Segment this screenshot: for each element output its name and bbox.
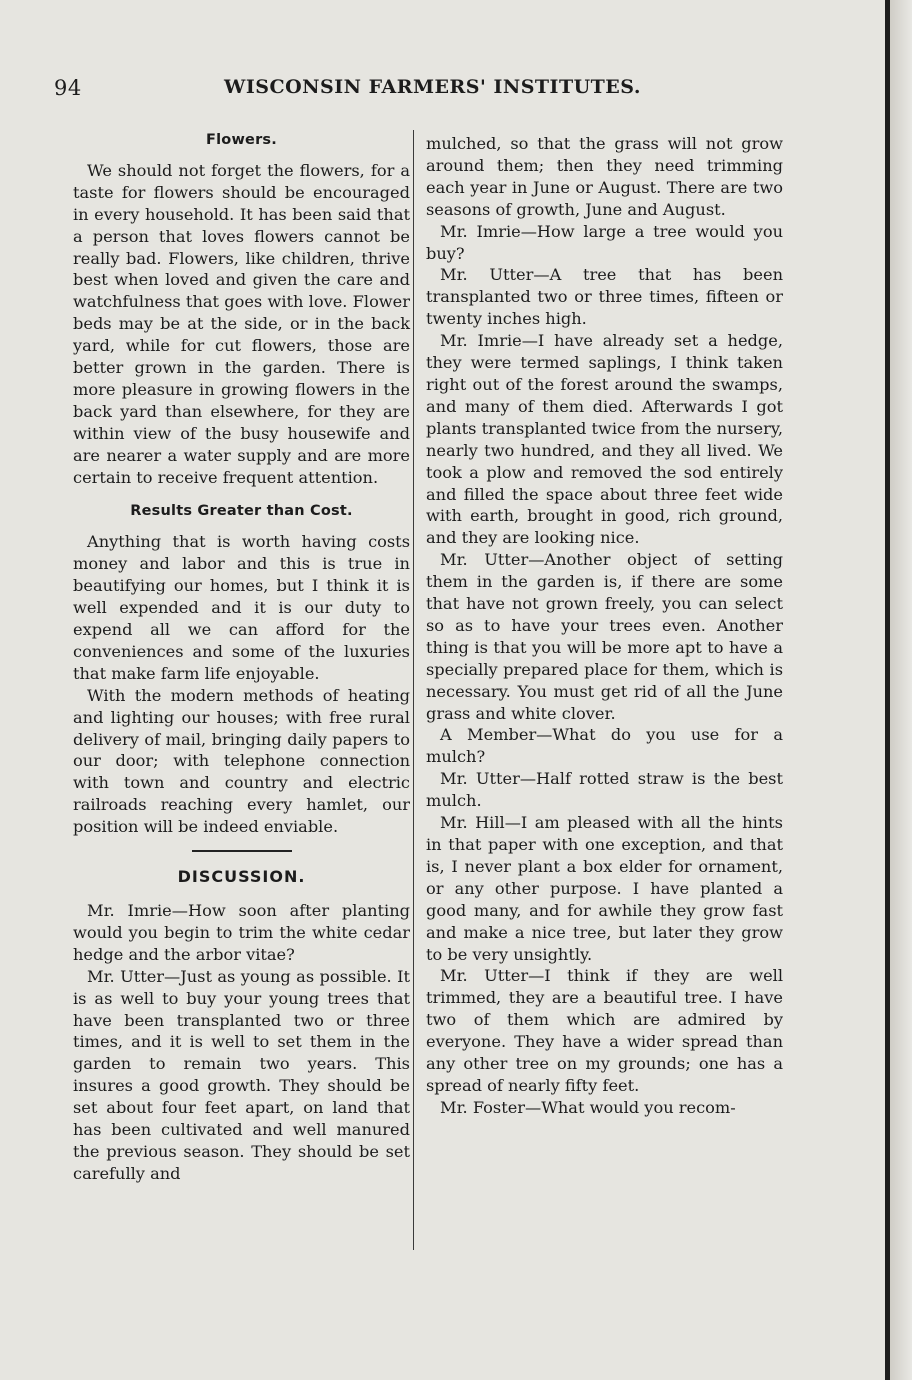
paragraph-member-mulch: A Member—What do you use for a mulch? xyxy=(426,725,783,767)
paragraph-hill-box-elder: Mr. Hill—I am pleased with all the hints in that paper with one exception, and that is, I never plant a box elder for ornament, or any other purpose. I have planted a good many, and for awhile they grow fast and make a nice tree, but later they grow to be very unsightly. xyxy=(426,813,783,964)
section-rule xyxy=(192,850,292,852)
page-number: 94 xyxy=(54,76,82,100)
paragraph-imrie-question: Mr. Imrie—How large a tree would you buy? xyxy=(426,221,783,263)
paragraph-discussion-1: Mr. Imrie—How soon after planting would you begin to trim the white cedar hedge and the arbor vitae? xyxy=(73,901,410,964)
paragraph-imrie-hedge: Mr. Imrie—I have already set a hedge, they were termed saplings, I think taken right out of the forest around the swamps, and many of them died. Afterwards I got plants transplanted twice from the nursery, nearly two hundred, and they all lived. We took a plow and removed the sod entirely and filled the space about three feet wide with earth, brought in good, rich ground, and they are looking nice. xyxy=(426,331,783,548)
page-header xyxy=(54,76,641,106)
paragraph-utter-answer: Mr. Utter—A tree that has been transplanted two or three times, fifteen or twenty inches high. xyxy=(426,265,783,329)
page-edge-shadow xyxy=(890,0,912,1380)
right-column xyxy=(426,133,783,1119)
column-divider xyxy=(413,130,414,1250)
heading-results-greater-than-cost: Results Greater than Cost. xyxy=(130,502,353,519)
paragraph-results-2: With the modern methods of heating and lighting our houses; with free rural delivery of mail, bringing daily papers to our door; with telephone connection with town and country and electric railroads reaching every hamlet, our position will be indeed enviable. xyxy=(73,685,410,837)
heading-discussion: DISCUSSION. xyxy=(177,867,306,887)
paragraph-results-1: Anything that is worth having costs money and labor and this is true in beautifying our homes, but I think it is well expended and it is our duty to expend all we can afford for the conveniences and some of the luxuries that make farm life enjoyable. xyxy=(73,532,410,683)
left-column xyxy=(73,130,410,1185)
paragraph-discussion-2: Mr. Utter—Just as young as possible. It is as well to buy your young trees that have been transplanted two or three times, and it is well to set them in the garden to remain two years. This insures a good growth. They should be set about four feet apart, on land that has been cultivated and well manured the previous season. They should be set carefully and xyxy=(73,966,410,1183)
running-title: WISCONSIN FARMERS' INSTITUTES. xyxy=(224,76,641,98)
binding-edge xyxy=(885,0,890,1380)
paragraph-utter-straw: Mr. Utter—Half rotted straw is the best mulch. xyxy=(426,769,783,811)
paragraph-flowers: We should not forget the flowers, for a taste for flowers should be encouraged in every household. It has been said that a person that loves flowers cannot be really bad. Flowers, like children, thrive best when loved and given the care and watchfulness that goes with love. Flower beds may be at the side, or in the back yard, while for cut flowers, those are better grown in the garden. There is more pleasure in growing flowers in the back yard than elsewhere, for they are within view of the busy housewife and are nearer a water supply and are more certain to receive frequent attention. xyxy=(73,160,410,487)
paragraph-utter-trimmed: Mr. Utter—I think if they are well trimmed, they are a beautiful tree. I have two of them which are admired by everyone. They have a wider spread than any other tree on my grounds; one has a spread of nearly fifty feet. xyxy=(426,966,783,1095)
paragraph-continued: mulched, so that the grass will not grow around them; then they need trimming each year in June or August. There are two seasons of growth, June and August. xyxy=(426,134,783,219)
heading-flowers: Flowers. xyxy=(206,132,277,148)
paragraph-foster: Mr. Foster—What would you recom- xyxy=(440,1097,736,1117)
paragraph-utter-garden: Mr. Utter—Another object of setting them in the garden is, if there are some that have not grown freely, you can select so as to have your trees even. Another thing is that you will be more apt to have a specially prepared place for them, which is necessary. You must get rid of all the June grass and white clover. xyxy=(426,550,783,723)
